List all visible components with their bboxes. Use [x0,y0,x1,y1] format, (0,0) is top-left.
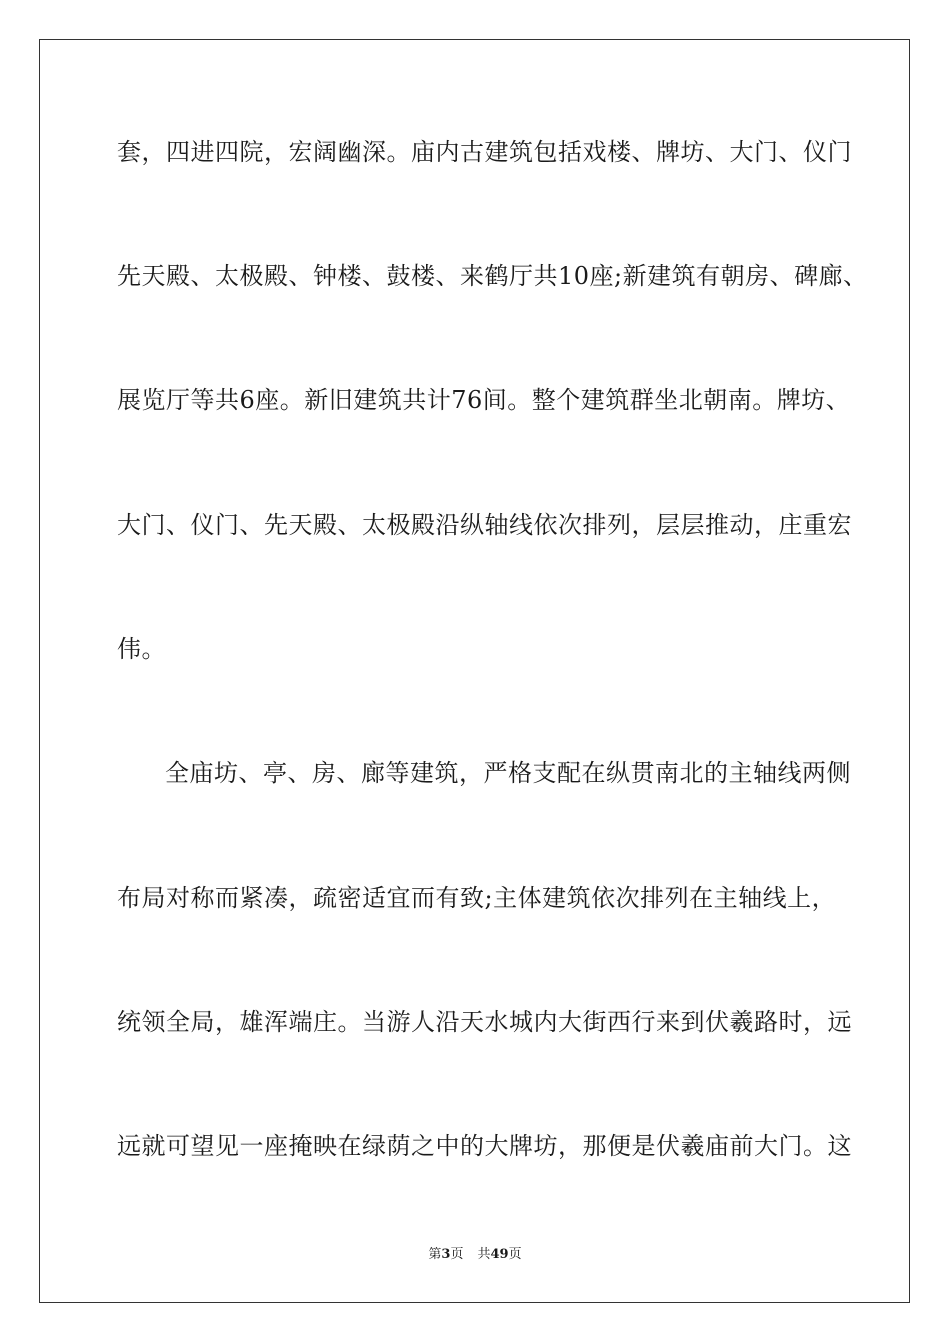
text-line-2: 先天殿、太极殿、钟楼、鼓楼、来鹤厅共10座;新建筑有朝房、碑廊、 [117,262,868,290]
text-line-8: 统领全局，雄浑端庄。当游人沿天水城内大街西行来到伏羲路时，远 [117,1008,852,1036]
footer-total-pages: 49 [490,1247,509,1262]
page-border [39,39,910,1303]
footer-total-suffix: 页 [508,1247,522,1262]
footer-page-suffix: 页 [450,1247,464,1262]
page-footer [0,1246,950,1264]
text-line-7: 布局对称而紧凑，疏密适宜而有致;主体建筑依次排列在主轴线上， [117,884,837,912]
text-line-6-paragraph-start: 全庙坊、亭、房、廊等建筑，严格支配在纵贯南北的主轴线两侧 [165,759,851,787]
text-line-4: 大门、仪门、先天殿、太极殿沿纵轴线依次排列，层层推动，庄重宏 [117,511,852,539]
text-line-3: 展览厅等共6座。新旧建筑共计76间。整个建筑群坐北朝南。牌坊、 [117,386,851,414]
footer-total-prefix: 共 [477,1247,491,1262]
text-line-5: 伟。 [117,635,166,663]
footer-page-number: 3 [441,1247,451,1262]
text-line-1: 套，四进四院，宏阔幽深。庙内古建筑包括戏楼、牌坊、大门、仪门 [117,138,852,166]
text-line-9: 远就可望见一座掩映在绿荫之中的大牌坊，那便是伏羲庙前大门。这 [117,1132,852,1160]
footer-page-prefix: 第 [428,1247,442,1262]
